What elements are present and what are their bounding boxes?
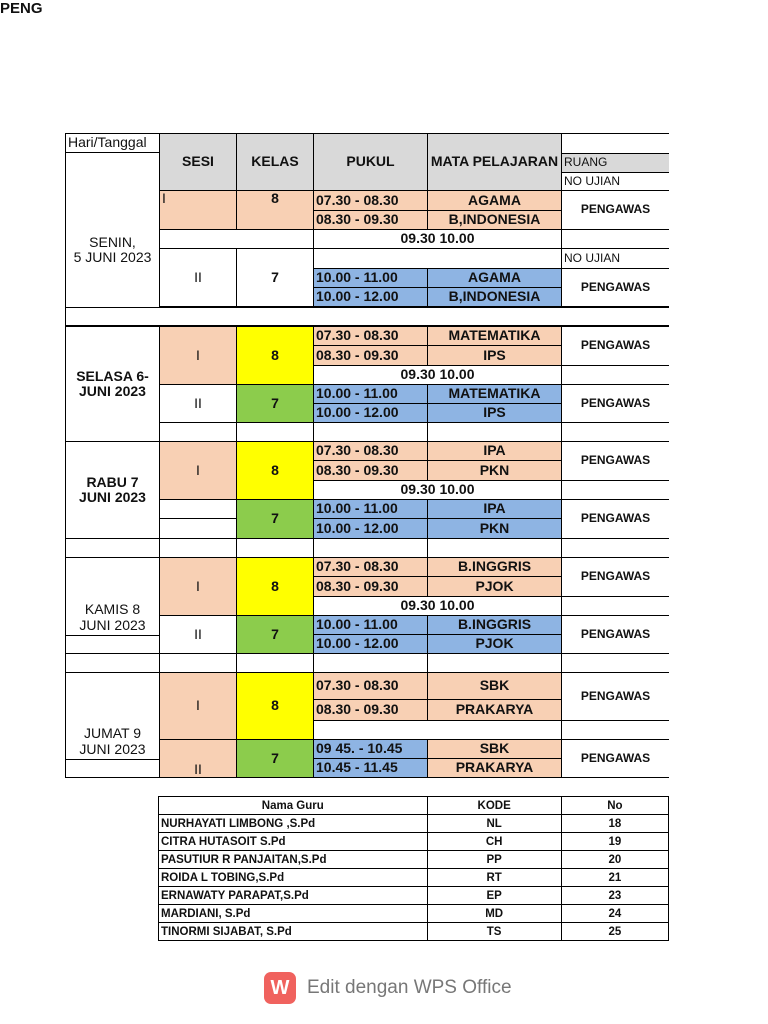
subject-selasa-2a: MATEMATIKA bbox=[427, 385, 561, 404]
header-kelas: KELAS bbox=[236, 133, 313, 191]
table-row bbox=[159, 833, 669, 851]
wps-logo-icon: W bbox=[264, 972, 296, 1004]
blank-kamis-d bbox=[236, 654, 313, 673]
blank-rabu-f bbox=[561, 539, 669, 558]
subject-rabu-2b: PKN bbox=[427, 519, 561, 539]
time-senin-2b: 10.00 - 12.00 bbox=[313, 288, 427, 307]
day-rabu: RABU 7 JUNI 2023 bbox=[65, 442, 159, 539]
teacher-code: EP bbox=[427, 887, 561, 905]
day-senin: SENIN, 5 JUNI 2023 bbox=[65, 153, 159, 307]
time-rabu-2b: 10.00 - 12.00 bbox=[313, 519, 427, 539]
time-kamis-2b: 10.00 - 12.00 bbox=[313, 635, 427, 654]
sesi-rabu-2 bbox=[159, 500, 236, 519]
kelas-senin-2: 7 bbox=[236, 249, 313, 307]
kelas-jumat-2: 7 bbox=[236, 740, 313, 778]
blank-kamis-c bbox=[159, 654, 236, 673]
time-jumat-2a: 09 45. - 10.45 bbox=[313, 740, 427, 759]
blank-rabu-b bbox=[159, 539, 236, 558]
blank-kamis-f bbox=[427, 654, 561, 673]
blank-kamis-b bbox=[65, 654, 159, 673]
day-selasa: SELASA 6- JUNI 2023 bbox=[65, 327, 159, 442]
header-no-ujian: NO UJIAN bbox=[561, 173, 669, 191]
break-kamis: 09.30 10.00 bbox=[313, 597, 561, 616]
header-sesi: SESI bbox=[159, 133, 236, 191]
sesi-rabu-1: I bbox=[159, 442, 236, 500]
time-rabu-2a: 10.00 - 11.00 bbox=[313, 500, 427, 519]
subject-rabu-1b: PKN bbox=[427, 461, 561, 481]
blank-senin-2 bbox=[313, 249, 561, 269]
time-selasa-2b: 10.00 - 12.00 bbox=[313, 404, 427, 423]
blank-kamis-a bbox=[65, 635, 159, 654]
teacher-name: ROIDA L TOBING,S.Pd bbox=[159, 869, 428, 887]
teacher-name: TINORMI SIJABAT, S.Pd bbox=[159, 923, 428, 941]
table-row bbox=[159, 923, 669, 941]
teacher-table bbox=[158, 796, 669, 941]
no-ujian-senin-2: NO UJIAN bbox=[561, 249, 669, 269]
kelas-selasa-1: 8 bbox=[236, 327, 313, 385]
subject-senin-1a: AGAMA bbox=[427, 191, 561, 211]
sesi-selasa-2: II bbox=[159, 385, 236, 423]
sesi-kamis-1: I bbox=[159, 558, 236, 616]
header-blank bbox=[561, 133, 669, 153]
blank-kamis-r bbox=[561, 597, 669, 616]
subject-rabu-1a: IPA bbox=[427, 442, 561, 461]
blank-kamis-e bbox=[313, 654, 427, 673]
time-senin-2a: 10.00 - 11.00 bbox=[313, 269, 427, 288]
blank-jumat-r bbox=[561, 721, 669, 740]
subject-jumat-2a: SBK bbox=[427, 740, 561, 759]
pengawas-kamis-2: PENGAWAS bbox=[561, 616, 669, 654]
blank-selasa-c bbox=[313, 423, 427, 442]
kelas-selasa-2: 7 bbox=[236, 385, 313, 423]
blank-jumat-break bbox=[313, 721, 561, 740]
subject-senin-2b: B,INDONESIA bbox=[427, 288, 561, 307]
time-kamis-1a: 07.30 - 08.30 bbox=[313, 558, 427, 577]
table-row bbox=[159, 905, 669, 923]
subject-selasa-1a: MATEMATIKA bbox=[427, 327, 561, 346]
time-rabu-1a: 07.30 - 08.30 bbox=[313, 442, 427, 461]
blank-rabu-a bbox=[65, 539, 159, 558]
pengawas-jumat-2: PENGAWAS bbox=[561, 740, 669, 778]
teacher-header-no: No bbox=[561, 797, 668, 815]
blank-selasa-a bbox=[159, 423, 236, 442]
teacher-name: MARDIANI, S.Pd bbox=[159, 905, 428, 923]
teacher-code: TS bbox=[427, 923, 561, 941]
teacher-code: CH bbox=[427, 833, 561, 851]
teacher-no: 20 bbox=[561, 851, 668, 869]
header-ruang: RUANG bbox=[561, 153, 669, 173]
blank-rabu-r bbox=[561, 481, 669, 500]
table-row bbox=[159, 815, 669, 833]
sesi-jumat-1: I bbox=[159, 673, 236, 740]
time-senin-1a: 07.30 - 08.30 bbox=[313, 191, 427, 211]
header-pukul: PUKUL bbox=[313, 133, 427, 191]
teacher-name: NURHAYATI LIMBONG ,S.Pd bbox=[159, 815, 428, 833]
blank-selasa-b bbox=[236, 423, 313, 442]
subject-kamis-1b: PJOK bbox=[427, 577, 561, 597]
sesi-senin-1: I bbox=[159, 191, 236, 230]
pengawas-selasa-2: PENGAWAS bbox=[561, 385, 669, 423]
teacher-no: 23 bbox=[561, 887, 668, 905]
pengawas-selasa-1: PENGAWAS bbox=[561, 327, 669, 366]
time-jumat-1a: 07.30 - 08.30 bbox=[313, 673, 427, 700]
teacher-no: 18 bbox=[561, 815, 668, 833]
sesi-senin-2: II bbox=[159, 249, 236, 307]
pengawas-jumat-1: PENGAWAS bbox=[561, 673, 669, 721]
subject-kamis-1a: B.INGGRIS bbox=[427, 558, 561, 577]
pengawas-kamis-1: PENGAWAS bbox=[561, 558, 669, 597]
blank-rabu-d bbox=[313, 539, 427, 558]
time-kamis-2a: 10.00 - 11.00 bbox=[313, 616, 427, 635]
kelas-rabu-2: 7 bbox=[236, 500, 313, 539]
teacher-header-name: Nama Guru bbox=[159, 797, 428, 815]
wps-edit-label: Edit dengan WPS Office bbox=[307, 977, 512, 998]
subject-jumat-1a: SBK bbox=[427, 673, 561, 700]
blank-selasa-d bbox=[427, 423, 561, 442]
blank-kamis-g bbox=[561, 654, 669, 673]
pengawas-senin-2: PENGAWAS bbox=[561, 269, 669, 307]
blank-selasa-r bbox=[561, 366, 669, 385]
blank-rabu-e bbox=[427, 539, 561, 558]
kelas-rabu-1: 8 bbox=[236, 442, 313, 500]
teacher-header-row bbox=[159, 797, 669, 815]
header-hari: Hari/Tanggal bbox=[65, 133, 159, 153]
subject-selasa-1b: IPS bbox=[427, 346, 561, 366]
kelas-jumat-1: 8 bbox=[236, 673, 313, 740]
teacher-code: PP bbox=[427, 851, 561, 869]
break-senin: 09.30 10.00 bbox=[313, 230, 561, 249]
table-row bbox=[159, 869, 669, 887]
subject-senin-1b: B,INDONESIA bbox=[427, 211, 561, 230]
blank-rabu-c bbox=[236, 539, 313, 558]
teacher-name: CITRA HUTASOIT S.Pd bbox=[159, 833, 428, 851]
teacher-header-code: KODE bbox=[427, 797, 561, 815]
wps-edit-button[interactable] bbox=[264, 972, 512, 1004]
subject-kamis-2b: PJOK bbox=[427, 635, 561, 654]
blank-selasa-e bbox=[561, 423, 669, 442]
teacher-code: MD bbox=[427, 905, 561, 923]
time-rabu-1b: 08.30 - 09.30 bbox=[313, 461, 427, 481]
pengawas-rabu-1: PENGAWAS bbox=[561, 442, 669, 481]
schedule-table bbox=[65, 133, 669, 778]
separator-row bbox=[65, 307, 669, 327]
time-jumat-1b: 08.30 - 09.30 bbox=[313, 700, 427, 721]
table-row bbox=[159, 851, 669, 869]
day-jumat: JUMAT 9 JUNI 2023 bbox=[65, 673, 159, 759]
teacher-name: ERNAWATY PARAPAT,S.Pd bbox=[159, 887, 428, 905]
subject-jumat-2b: PRAKARYA bbox=[427, 759, 561, 778]
teacher-code: NL bbox=[427, 815, 561, 833]
teacher-code: RT bbox=[427, 869, 561, 887]
page-title: PENG bbox=[0, 0, 43, 17]
teacher-name: PASUTIUR R PANJAITAN,S.Pd bbox=[159, 851, 428, 869]
pengawas-senin-1: PENGAWAS bbox=[561, 191, 669, 230]
time-jumat-2b: 10.45 - 11.45 bbox=[313, 759, 427, 778]
subject-jumat-1b: PRAKARYA bbox=[427, 700, 561, 721]
sesi-selasa-1: I bbox=[159, 327, 236, 385]
break-selasa: 09.30 10.00 bbox=[313, 366, 561, 385]
teacher-no: 19 bbox=[561, 833, 668, 851]
time-selasa-1a: 07.30 - 08.30 bbox=[313, 327, 427, 346]
blank-senin-break-r bbox=[561, 230, 669, 249]
subject-senin-2a: AGAMA bbox=[427, 269, 561, 288]
pengawas-rabu-2: PENGAWAS bbox=[561, 500, 669, 539]
break-rabu: 09.30 10.00 bbox=[313, 481, 561, 500]
teacher-no: 24 bbox=[561, 905, 668, 923]
sesi-kamis-2: II bbox=[159, 616, 236, 654]
time-kamis-1b: 08.30 - 09.30 bbox=[313, 577, 427, 597]
kelas-kamis-1: 8 bbox=[236, 558, 313, 616]
kelas-senin-1: 8 bbox=[236, 191, 313, 230]
time-senin-1b: 08.30 - 09.30 bbox=[313, 211, 427, 230]
blank-senin-break bbox=[159, 230, 313, 249]
subject-rabu-2a: IPA bbox=[427, 500, 561, 519]
subject-kamis-2a: B.INGGRIS bbox=[427, 616, 561, 635]
header-mapel: MATA PELAJARAN bbox=[427, 133, 561, 191]
kelas-kamis-2: 7 bbox=[236, 616, 313, 654]
table-row bbox=[159, 887, 669, 905]
blank-jumat-a bbox=[65, 759, 159, 778]
day-kamis: KAMIS 8 JUNI 2023 bbox=[65, 558, 159, 635]
sesi-jumat-2: II bbox=[159, 740, 236, 778]
blank-rabu-sesi bbox=[159, 519, 236, 539]
time-selasa-2a: 10.00 - 11.00 bbox=[313, 385, 427, 404]
teacher-no: 25 bbox=[561, 923, 668, 941]
subject-selasa-2b: IPS bbox=[427, 404, 561, 423]
time-selasa-1b: 08.30 - 09.30 bbox=[313, 346, 427, 366]
teacher-no: 21 bbox=[561, 869, 668, 887]
